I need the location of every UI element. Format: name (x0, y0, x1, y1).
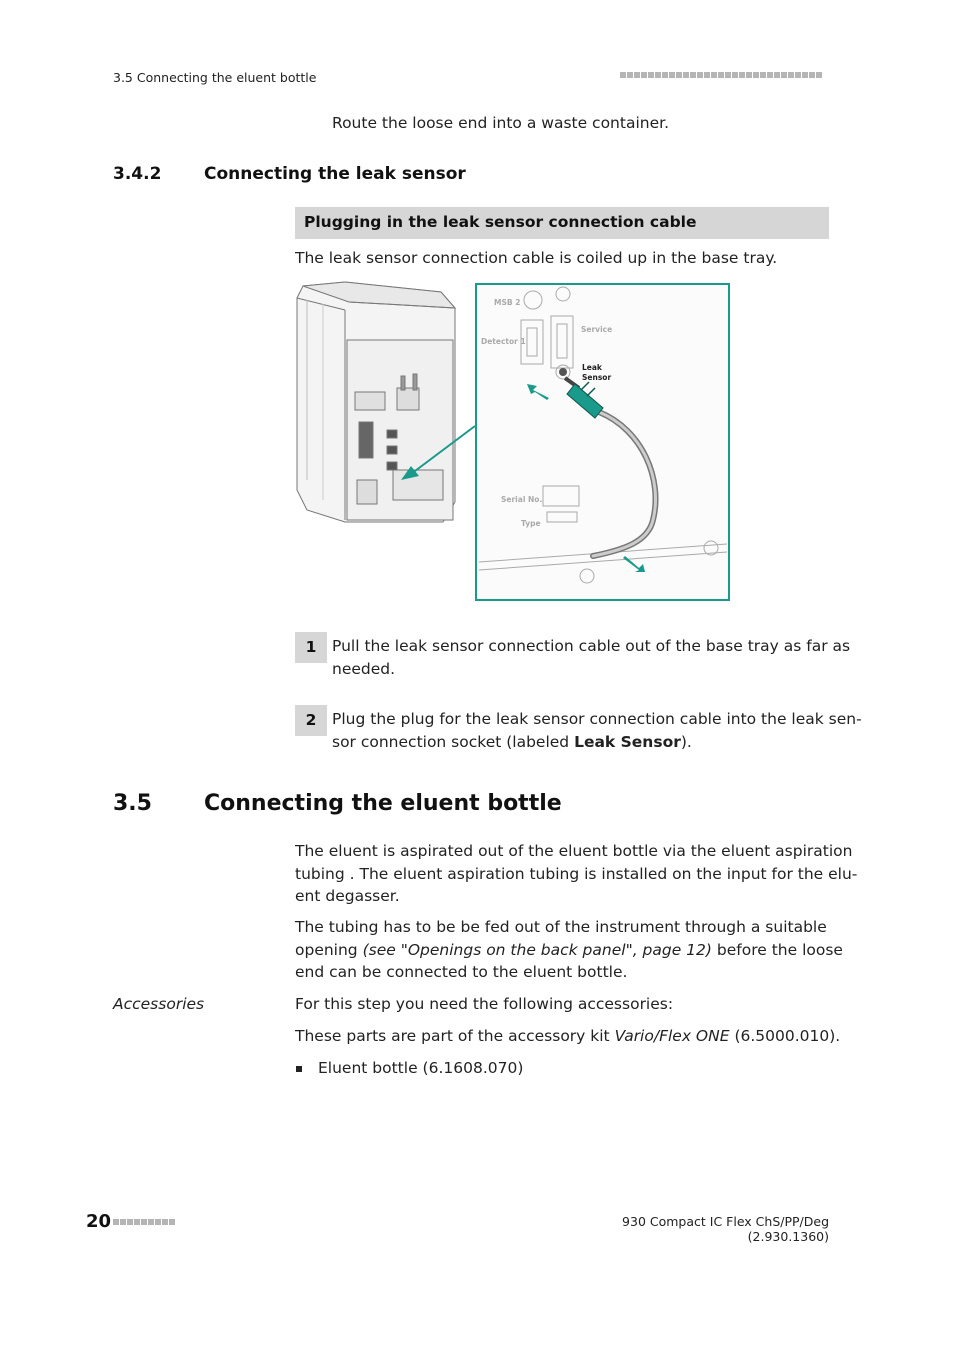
header-squares (620, 72, 822, 78)
step-1-line-1: Pull the leak sensor connection cable out of the base tray as far as (332, 637, 851, 655)
kit-paragraph (295, 1025, 840, 1048)
chapter-title: Connecting the eluent bottle (204, 791, 562, 816)
paragraph-2-text-post: before the loose (711, 940, 843, 959)
section-title: Connecting the leak sensor (204, 164, 466, 184)
chapter-number: 3.5 (113, 791, 152, 816)
bullet-item: Eluent bottle (6.1608.070) (318, 1059, 524, 1077)
step-text-2 (332, 708, 862, 753)
accessories-label-text: Accessories (113, 995, 205, 1013)
footer-product: 930 Compact IC Flex ChS/PP/Deg (2.930.1360) (622, 1214, 829, 1244)
paragraph-2-line-2 (295, 939, 843, 962)
paragraph-2 (295, 916, 843, 984)
step-1-line-2: needed. (332, 659, 396, 678)
accessories-text: For this step you need the following accessories: (295, 995, 674, 1013)
paragraph-1 (295, 840, 857, 908)
step-2-label-bold: Leak Sensor (574, 732, 681, 751)
step-2-line-1: Plug the plug for the leak sensor connection cable into the leak sen- (332, 710, 862, 728)
paragraph-2-text-pre: opening (295, 940, 363, 959)
procedure-title-box: Plugging in the leak sensor connection cable (295, 207, 829, 239)
step-text-1 (332, 635, 850, 680)
kit-text-pre: These parts are part of the accessory kit (295, 1027, 615, 1045)
step-number-1: 1 (295, 632, 327, 663)
running-header: 3.5 Connecting the eluent bottle (113, 70, 317, 85)
leak-sensor-socket (559, 368, 567, 376)
step-2-text-post: ). (680, 732, 692, 751)
label-serial: Serial No. (501, 495, 543, 504)
label-service: Service (581, 325, 613, 334)
section-number: 3.4.2 (113, 164, 162, 184)
label-sensor: Sensor (582, 373, 612, 382)
leak-sensor-figure (293, 280, 733, 604)
accessories-label (113, 993, 204, 1016)
label-type: Type (521, 519, 541, 528)
paragraph-1-line-2: tubing . The eluent aspiration tubing is installed on the input for the elu- (295, 864, 858, 883)
kit-name: Vario/Flex ONE (614, 1027, 730, 1045)
label-leak: Leak (582, 363, 602, 372)
paragraph-1-line-1: The eluent is aspirated out of the eluent bottle via the eluent aspiration (295, 842, 853, 860)
bullet-icon (296, 1066, 302, 1072)
footer-squares (113, 1219, 175, 1225)
procedure-description: The leak sensor connection cable is coiled up in the base tray. (295, 249, 778, 267)
step-number-2: 2 (295, 705, 327, 736)
paragraph-1-line-3: ent degasser. (295, 887, 400, 905)
step-2-line-2 (332, 731, 862, 754)
instrument-illustration (297, 282, 455, 522)
intro-line: Route the loose end into a waste container. (332, 114, 670, 132)
step-2-text-pre: sor connection socket (labeled (332, 732, 575, 751)
label-msb: MSB 2 (494, 298, 521, 307)
kit-text-post: (6.5000.010). (729, 1027, 841, 1045)
label-detector: Detector 1 (481, 337, 526, 346)
page-number: 20 (86, 1211, 112, 1232)
cross-reference-link[interactable]: (see "Openings on the back panel", page 12) (362, 940, 712, 959)
paragraph-2-line-3: end can be connected to the eluent bottle. (295, 963, 628, 981)
paragraph-2-line-1: The tubing has to be be fed out of the instrument through a suitable (295, 918, 827, 936)
